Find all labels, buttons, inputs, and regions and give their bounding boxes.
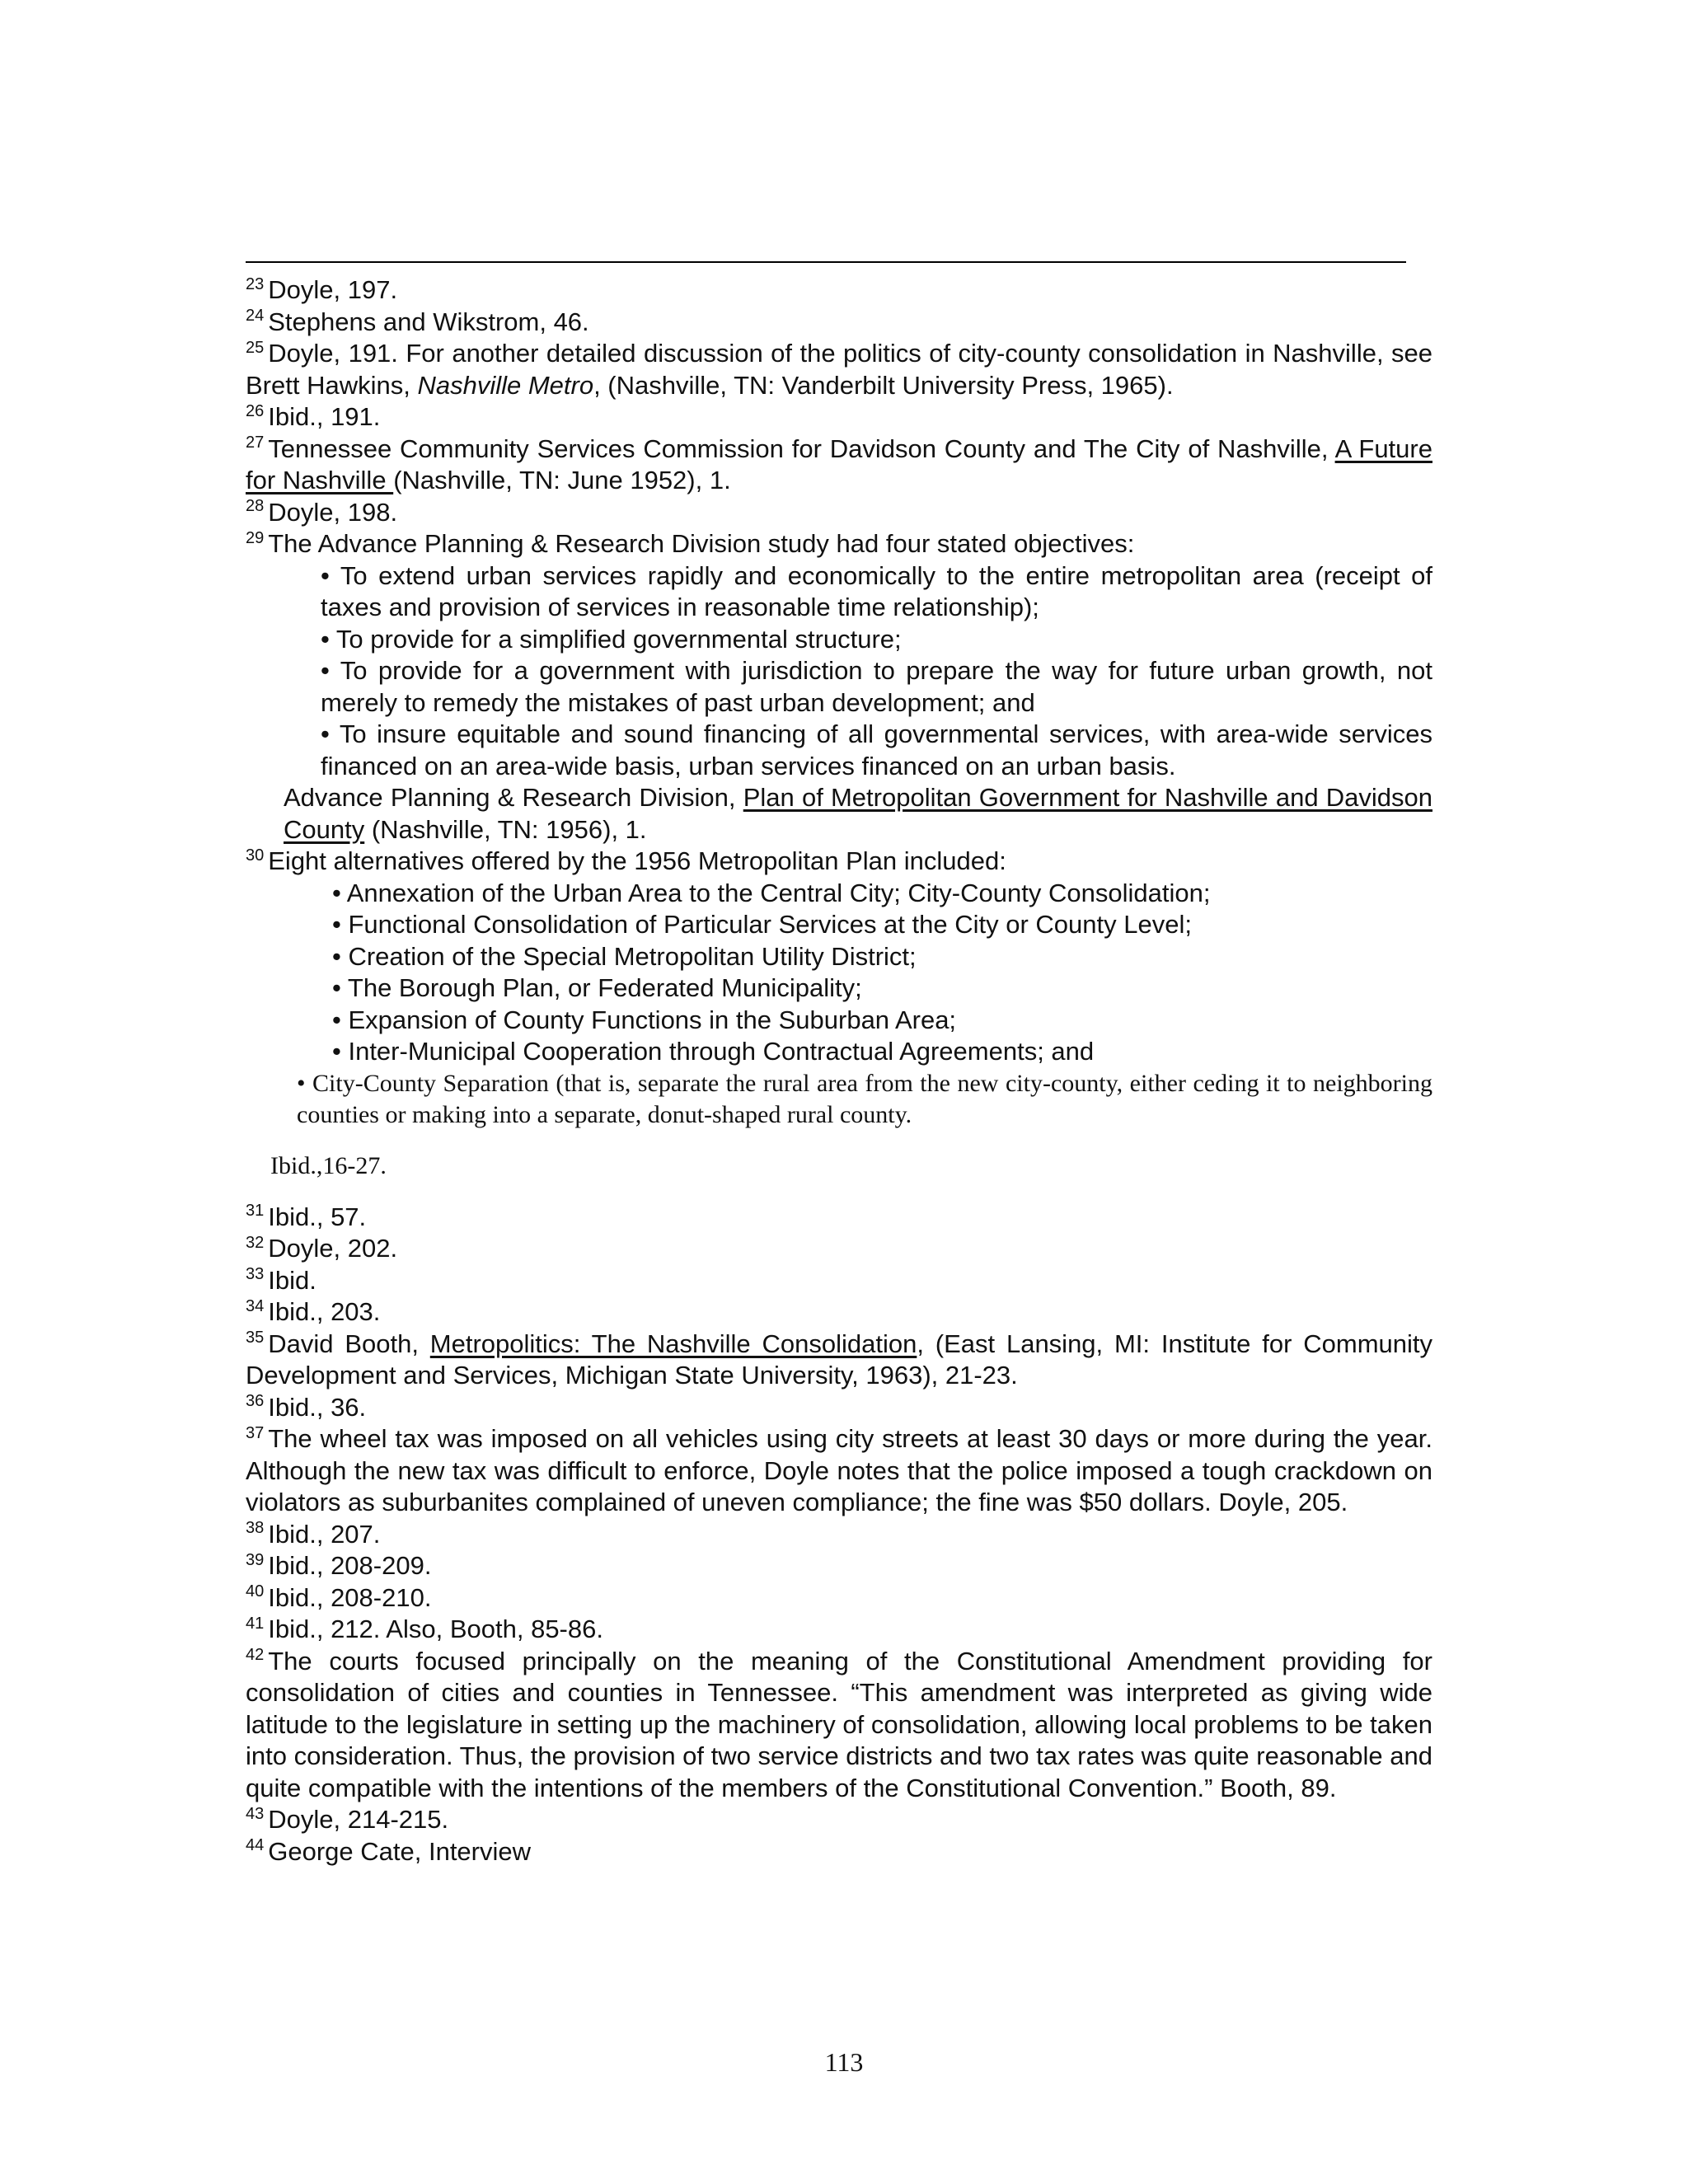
footnote-number: 39 (246, 1550, 265, 1569)
footnote-text: David Booth, (268, 1329, 430, 1358)
footnote-number: 42 (246, 1646, 265, 1665)
footnote-39 (246, 1550, 1432, 1582)
alternatives-ibid: Ibid.,16-27. (270, 1151, 387, 1179)
footnote-text: Ibid., 36. (268, 1392, 367, 1422)
footnote-36 (246, 1392, 1432, 1424)
footnote-43 (246, 1804, 1432, 1836)
footnote-34 (246, 1296, 1432, 1329)
footnote-text: Ibid., 191. (268, 402, 381, 431)
report-title-underlined: A Future for Nashville (246, 434, 1432, 494)
footnote-text: Doyle, 197. (268, 275, 398, 304)
footnote-text: The courts focused principally on the meaning of the Constitutional Amendment providing for consolidation of cities and counties in Tennessee. “This amendment was interpreted as giving wide latitude to the legislature in setting up the machinery of consolidation, allowing local problems to be taken into consideration. Thus, the provision of two service districts and two tax rates was quite reasonable and quite compatible with the intentions of the members of the Constitutional Convention.” Booth, 89. (246, 1646, 1432, 1802)
alternative-item: • Creation of the Special Metropolitan Utility District; (332, 941, 917, 971)
footnote-number: 37 (246, 1423, 265, 1442)
footnote-number: 23 (246, 274, 265, 293)
objective-item: • To provide for a government with jurisdiction to prepare the way for future urban growth, not merely to remedy the mistakes of past urban development; and (321, 656, 1432, 717)
footnote-text-cont: , (Nashville, TN: Vanderbilt University Press, 1965). (593, 370, 1174, 400)
footnote-41 (246, 1614, 1432, 1646)
book-title-underlined: Metropolitics: The Nashville Consolidation (429, 1329, 917, 1358)
footnote-text: Stephens and Wikstrom, 46. (268, 307, 589, 336)
footnote-44 (246, 1836, 1432, 1868)
footnotes-section (246, 274, 1432, 1868)
alternative-item: • Functional Consolidation of Particular Services at the City or County Level; (332, 910, 1192, 939)
citation-text-cont: (Nashville, TN: 1956), 1. (364, 814, 647, 844)
footnote-text: Ibid. (268, 1265, 316, 1295)
footnote-38 (246, 1519, 1432, 1551)
alternative-item: • Expansion of County Functions in the Suburban Area; (332, 1005, 957, 1034)
footnote-text: Ibid., 208-210. (268, 1582, 432, 1612)
footnote-text: Doyle, 191. For another detailed discussion of the politics of city-county consolidation in Nashville, see Brett Hawkins, (246, 339, 1432, 400)
footnote-number: 30 (246, 846, 265, 865)
footnote-number: 34 (246, 1296, 265, 1315)
alternative-item-last: • City-County Separation (that is, separate the rural area from the new city-county, either ceding it to neighboring counties or making into a separate, donut-shaped rural county. (297, 1069, 1432, 1128)
citation-text: Advance Planning & Research Division, (284, 783, 743, 812)
footnote-text: Ibid., 212. Also, Booth, 85-86. (268, 1615, 603, 1643)
footnote-number: 26 (246, 401, 265, 420)
footnote-number: 35 (246, 1329, 265, 1347)
footnote-number: 33 (246, 1265, 265, 1284)
footnote-number: 44 (246, 1836, 265, 1855)
footnote-29 (246, 528, 1432, 560)
footnote-31 (246, 1202, 1432, 1234)
footnote-30 (246, 846, 1432, 878)
footnote-text: Doyle, 198. (268, 497, 398, 527)
objectives-citation (284, 782, 1432, 846)
objective-item: • To insure equitable and sound financing of all governmental services, with area-wide services financed on an area-wide basis, urban services financed on an urban basis. (321, 719, 1432, 780)
footnote-35 (246, 1329, 1432, 1392)
footnote-number: 38 (246, 1519, 265, 1538)
footnote-24 (246, 307, 1432, 339)
footnote-text: Ibid., 208-209. (268, 1551, 432, 1580)
alternative-item: • Inter-Municipal Cooperation through Contractual Agreements; and (332, 1037, 1095, 1066)
footnote-number: 32 (246, 1233, 265, 1252)
footnote-26 (246, 401, 1432, 434)
footnote-33 (246, 1265, 1432, 1297)
footnote-25 (246, 338, 1432, 401)
footnote-number: 40 (246, 1582, 265, 1601)
footnote-number: 41 (246, 1614, 265, 1633)
footnote-32 (246, 1233, 1432, 1265)
footnote-27 (246, 434, 1432, 497)
footnote-text: Ibid., 57. (268, 1202, 367, 1231)
footnote-text: Doyle, 214-215. (268, 1805, 449, 1834)
footnote-number: 28 (246, 497, 265, 516)
footnote-text-cont: (Nashville, TN: June 1952), 1. (393, 466, 731, 494)
objective-item: • To provide for a simplified governmental structure; (321, 624, 902, 654)
footnote-number: 27 (246, 434, 265, 452)
footnote-37 (246, 1423, 1432, 1519)
footnote-number: 29 (246, 528, 265, 547)
footnote-28 (246, 497, 1432, 529)
plan-title-underlined: Plan of Metropolitan Government for Nashville and Davidson County (284, 783, 1432, 844)
footnote-text: Tennessee Community Services Commission for Davidson County and The City of Nashville, (268, 434, 1335, 463)
footnote-text: Doyle, 202. (268, 1234, 398, 1263)
footnote-text: George Cate, Interview (268, 1836, 532, 1866)
footnote-text: Ibid., 203. (268, 1297, 381, 1326)
footnote-23 (246, 274, 1432, 307)
footnote-separator-rule (246, 261, 1406, 263)
book-title-italic: Nashville Metro (417, 370, 594, 400)
alternative-item: • Annexation of the Urban Area to the Central City; City-County Consolidation; (332, 878, 1211, 907)
page-number: 113 (824, 2047, 864, 2077)
footnote-42 (246, 1646, 1432, 1805)
objective-item: • To extend urban services rapidly and economically to the entire metropolitan area (receipt of taxes and provision of services in reasonable time relationship); (321, 560, 1432, 621)
footnote-number: 31 (246, 1202, 265, 1221)
footnote-text: The wheel tax was imposed on all vehicles using city streets at least 30 days or more during the year. Although the new tax was difficult to enforce, Doyle notes that the police imposed a tough crackdown on violators as suburbanites complained of uneven compliance; the fine was $50 dollars. Doyle, 205. (246, 1424, 1432, 1516)
footnote-40 (246, 1582, 1432, 1615)
footnote-number: 43 (246, 1804, 265, 1823)
footnote-text: The Advance Planning & Research Division study had four stated objectives: (268, 529, 1135, 558)
footnote-number: 25 (246, 338, 265, 357)
footnote-text: Eight alternatives offered by the 1956 Metropolitan Plan included: (268, 846, 1006, 875)
footnote-number: 36 (246, 1392, 265, 1411)
alternative-item: • The Borough Plan, or Federated Municipality; (332, 973, 862, 1002)
footnote-text: Ibid., 207. (268, 1519, 381, 1549)
footnote-number: 24 (246, 307, 265, 326)
footnote-text-cont: , (East Lansing, MI: Institute for Community Development and Services, Michigan State University, 1963), 21-23. (246, 1329, 1432, 1390)
